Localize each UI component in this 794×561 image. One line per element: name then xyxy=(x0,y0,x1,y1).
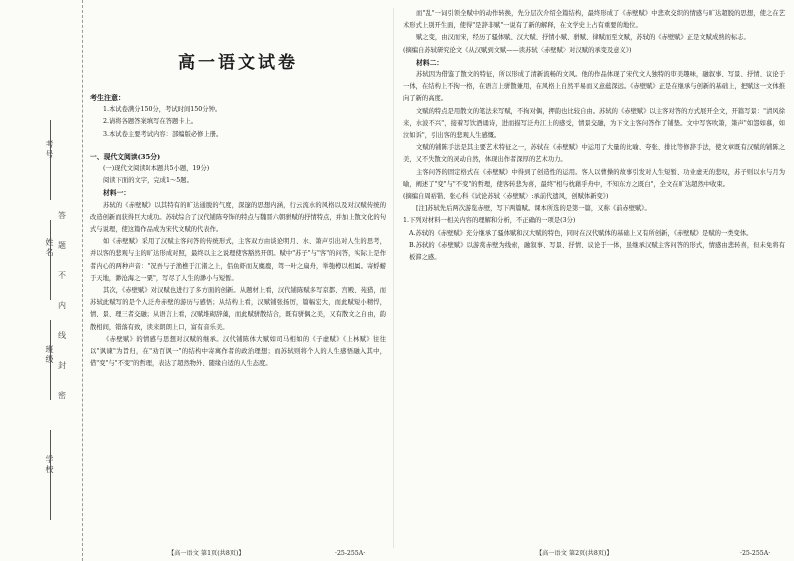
footnote: [注]苏轼先后两次游览赤壁，写下两篇赋。课本所选的是第一篇，又称《前赤壁赋》。 xyxy=(416,205,651,213)
binding-strip xyxy=(0,0,83,561)
passage-paragraph: 文赋的铺陈手法是其主要艺术特征之一，苏轼在《赤壁赋》中运用了大量的比喻、夸张、排比等修辞手法，使文章既有汉赋的铺陈之美，又不失散文的灵动自然，体现出作者深厚的艺术功力。 xyxy=(403,144,785,164)
notice-item: 2.请将各题答案填写在答题卡上。 xyxy=(103,118,198,126)
material-one-label: 材料一： xyxy=(103,189,131,198)
seal-char: 线 xyxy=(58,331,66,340)
footer-code-right: ·25-255A· xyxy=(740,550,771,557)
class-line xyxy=(50,320,51,400)
seal-char: 密 xyxy=(58,391,66,400)
passage-paragraph: 而"乱"一词引领全赋中的动作转换，先分层次介绍全篇结构，最终形成了《赤壁赋》中悲欢交织的情感与旷达超脱的思想，使之在艺术形式上别开生面，使得"是辞非赋"一说有了新的解释，在文学史上占有重要的地位。 xyxy=(403,10,785,30)
passage-paragraph: 文赋的特点是用散文的笔法来写赋，不拘对偶，押韵也比较自由。苏轼的《赤壁赋》以主客对答的方式展开全文，开篇写景："清风徐来，水波不兴"，接着写饮酒诵诗，进而描写泛舟江上的感受，情景交融，为下文主客问答作了铺垫。文中写客吹箫，箫声"如怨如慕，如泣如诉"，引出客的悲观人生感慨。 xyxy=(403,107,785,140)
seal-char: 内 xyxy=(58,301,66,310)
seal-char: 题 xyxy=(58,241,66,250)
exam-number-line xyxy=(50,120,51,200)
left-page xyxy=(90,8,386,548)
school-line xyxy=(50,430,51,520)
notice-heading: 考生注意： xyxy=(90,93,125,102)
seal-char: 封 xyxy=(58,361,66,370)
section-heading: 一、现代文阅读(35分) xyxy=(90,152,161,161)
passage-paragraph: 主客问答的固定格式在《赤壁赋》中得到了创造性的运用。客人以曹操的故事引发对人生短暂、功业虚无的悲叹，苏子则以水与月为喻，阐述了"变"与"不变"的哲理，使客转悲为喜，最终"相与枕藉乎舟中，不知东方之既白"，全文在旷达超然中收束。 xyxy=(403,168,785,188)
passage-paragraph: 如《赤壁赋》采用了汉赋主客问答的传统形式，主客双方由谈论明月、水、箫声引出对人生的思考，并以客的悲观与主的旷达形成对照，最终以主之说理使客豁然开朗。赋中"苏子"与"客"的问答，实际上是作者内心的两种声音："况吾与子渔樵于江渚之上，侣鱼虾而友麋鹿，驾一叶之扁舟，举匏樽以相属。寄蜉蝣于天地，渺沧海之一粟"，写尽了人生的渺小与短暂。 xyxy=(90,238,386,282)
notice-item: 1.本试卷满分150分，考试时间150分钟。 xyxy=(103,106,222,114)
passage-paragraph: 赋之变，由汉而宋，经历了骚体赋、汉大赋、抒情小赋、骈赋、律赋而至文赋，苏轼的《赤壁赋》正是文赋成熟的标志。 xyxy=(416,34,750,42)
footer-page-right: 【高一语文 第2页(共8页)】 xyxy=(536,550,613,557)
passage-paragraph: 苏轼的《赤壁赋》以其特有的旷达通脱的气度，深邃的思想内涵，行云流水的风格以及对汉赋传统的改造创新而获得巨大成功。苏轼综合了汉代铺陈夸饰的特点与魏晋六朝骈赋的抒情特点，并加上散文化的句式与说理，使这篇作品成为宋代文赋的代表作。 xyxy=(90,201,386,234)
subsection-heading: (一)现代文阅读Ⅰ(本题共5小题，19分) xyxy=(103,165,210,173)
footer-code-left: ·25-255A· xyxy=(335,550,366,557)
passage-paragraph: 《赤壁赋》的情感与思想对汉赋的继承。汉代铺陈体大赋如司马相如的《子虚赋》《上林赋》往往以"讽谏"为旨归，在"劝百讽一"的结构中寄寓作者的政治理想；而苏轼则将个人的人生感悟融入其中，借"变"与"不变"的哲理，表达了超然物外、随缘自适的人生态度。 xyxy=(90,335,386,368)
right-page xyxy=(403,8,785,548)
passage-paragraph: 苏轼因为借鉴了散文的特征，所以形成了清新流畅的文风。他的作品体现了宋代文人独特的审美趣味，融叙事、写景、抒情、议论于一体，在结构上不拘一格，在语言上骈散兼用，在风格上自然平易而又意蕴深远。《赤壁赋》正是在继承与创新的基础上，把赋这一文体推向了新的高度。 xyxy=(403,71,785,103)
question-1: 1.下列对材料一相关内容的理解和分析，不正确的一项是(3分) xyxy=(403,217,576,225)
page-gutter xyxy=(393,8,394,548)
option-a: A.苏轼的《赤壁赋》充分继承了骚体赋和汉大赋的特色，同时在汉代赋体的基础上又有所创新，《赤壁赋》是赋的一类变体。 xyxy=(409,229,753,237)
material-two-label: 材料二： xyxy=(416,58,444,67)
notice-item: 3.本试卷主要考试内容：部编版必修上册。 xyxy=(103,130,223,138)
source-citation: (摘编自苏轼研究论文《从汉赋到文赋——读苏轼〈赤壁赋〉对汉赋的承变及意义》) xyxy=(403,46,632,54)
name-line xyxy=(50,220,51,300)
seal-char: 不 xyxy=(58,271,66,280)
instruction-text: 阅读下面的文字，完成1～5题。 xyxy=(103,177,193,185)
source-citation: (摘编自周裕锴、张心科《试论苏轼〈赤壁赋〉:承前代遗风，创赋体新变》) xyxy=(403,193,609,201)
exam-title: 高一语文试卷 xyxy=(178,53,298,73)
option-b: B.苏轼的《赤壁赋》以游赏赤壁为线索，融叙事、写景、抒情、议论于一体，虽继承汉赋主客问答的形式，情感由悲转喜，但未免将有板滞之感。 xyxy=(409,241,785,262)
footer-page-left: 【高一语文 第1页(共8页)】 xyxy=(168,550,245,557)
seal-char: 答 xyxy=(58,211,66,220)
passage-paragraph: 其次，《赤壁赋》对汉赋也进行了多方面的创新。从题材上看，汉代铺陈赋多写京都、宫殿、苑猎，而苏轼此赋写的是个人泛舟赤壁的游历与感悟；从结构上看，汉赋铺张扬厉，篇幅宏大，而此赋短小精悍，情、景、理三者交融；从语言上看，汉赋堆砌辞藻，而此赋骈散结合，既有骈偶之美，又有散文之自由，韵散相间，错落有致，读来朗朗上口，富有音乐美。 xyxy=(90,287,386,331)
